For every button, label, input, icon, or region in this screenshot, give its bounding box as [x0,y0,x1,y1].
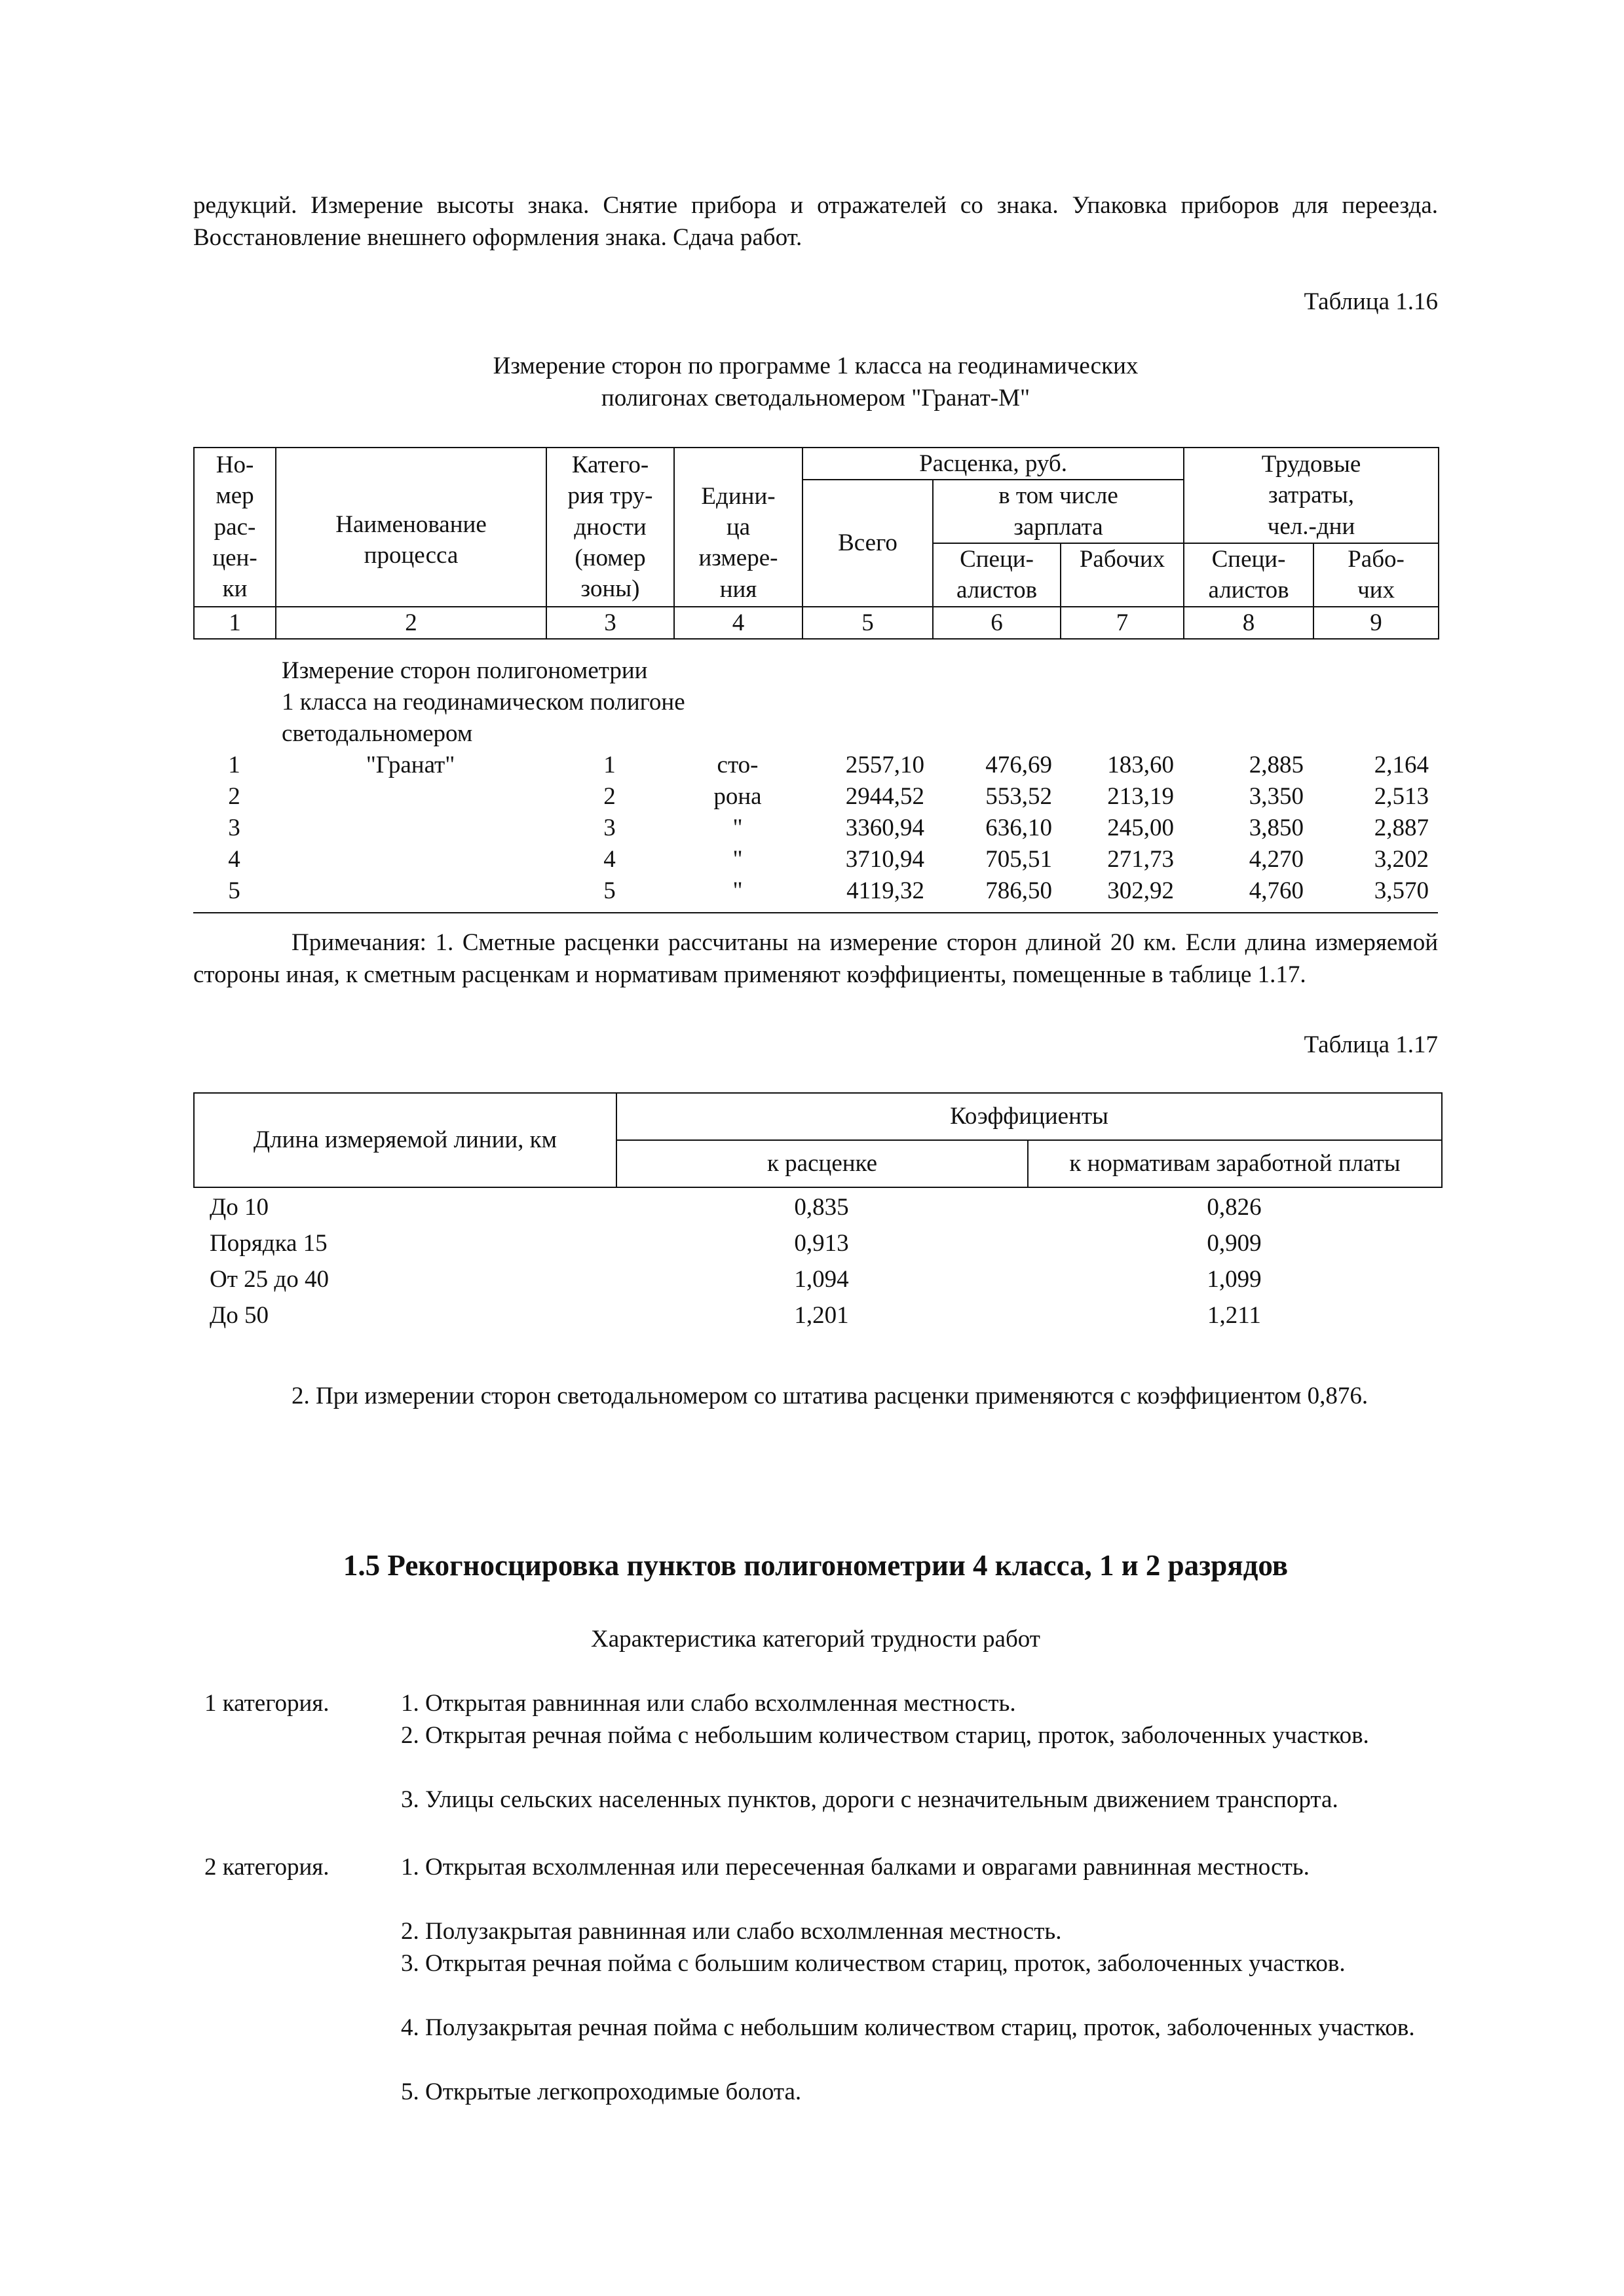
intro-paragraph: редукций. Измерение высоты знака. Снятие прибора и отражателей со знака. Упаковка приборов для переезда. Восстановление внешнего оформления знака. Сдача работ. [193,192,1438,251]
table-116-cell-num: 2 [228,783,240,810]
category-2-item: 5. Открытые легкопроходимые болота. [401,2078,802,2105]
col-number: 4 [674,607,803,639]
table-117-cell-norm: 1,211 [1207,1302,1261,1329]
col-number: 7 [1061,607,1184,639]
table-117-cell-norm: 0,826 [1207,1194,1262,1221]
table-116-cell-total: 3360,94 [845,814,924,841]
table-117-label: Таблица 1.17 [1304,1031,1438,1058]
table-116-cell-num: 5 [228,877,240,904]
category-2-item: 3. Открытая речная пойма с большим количеством стариц, проток, заболоченных участков. [401,1950,1346,1977]
table-116-cell-spec: 553,52 [985,783,1052,810]
header-coef: Коэффициенты [616,1093,1442,1140]
table-116-title-line1: Измерение сторон по программе 1 класса на геодинамических [493,353,1139,379]
group-name-line: светодальномером [282,720,473,747]
col-number: 2 [276,607,546,639]
header-unit: Едини- ца измере- ния [674,448,803,607]
header-labor: Трудовые затраты, чел.-дни [1184,448,1439,543]
table-116-bottom-rule [193,912,1438,913]
table-116-cell-lspec: 3,850 [1249,814,1304,841]
header-length: Длина измеряемой линии, км [194,1093,616,1187]
header-total: Всего [803,480,933,606]
section-heading: 1.5 Рекогносцировка пунктов полигонометрии 4 класса, 1 и 2 разрядов [343,1549,1289,1582]
table-116-cell-lwork: 2,513 [1374,783,1429,810]
table-116-cell-lspec: 4,270 [1249,846,1304,873]
table-117-cell-norm: 0,909 [1207,1230,1262,1257]
table-116-cell-num: 3 [228,814,240,841]
col-number: 9 [1313,607,1439,639]
table-116-cell-total: 3710,94 [845,846,924,873]
table-117-cell-length: До 10 [210,1194,269,1221]
category-1-label: 1 категория. [204,1690,330,1717]
table-116-cell-unit: " [732,877,743,904]
group-name [282,655,780,750]
table-116-title [193,351,1438,415]
table-117-cell-rate: 0,835 [794,1194,849,1221]
category-1-item: 3. Улицы сельских населенных пунктов, дороги с незначительным движением транспорта. [401,1786,1338,1813]
header-labor-workers: Рабо- чих [1313,543,1439,607]
table-117-cell-rate: 0,913 [794,1230,849,1257]
category-2-item: 2. Полузакрытая равнинная или слабо всхолмленная местность. [401,1918,1062,1945]
table-116-cell-spec: 705,51 [985,846,1052,873]
category-2-item: 1. Открытая всхолмленная или пересеченная балками и оврагами равнинная местность. [401,1854,1310,1881]
col-number: 6 [933,607,1061,639]
header-labor-spec: Специ- алистов [1184,543,1313,607]
col-number: 3 [546,607,674,639]
table-116-cell-cat: 1 [603,752,616,778]
note-1: Примечания: 1. Сметные расценки рассчитаны на измерение сторон длиной 20 км. Если длина измеряемой стороны иная, к сметным расценкам и нормативам применяют коэффициенты, помещенные в таблице 1.17. [193,929,1438,988]
table-117-cell-norm: 1,099 [1207,1266,1262,1293]
table-116-cell-workers: 245,00 [1107,814,1174,841]
table-116-title-line2: полигонах светодальномером "Гранат-М" [601,384,1030,411]
table-116-cell-lspec: 4,760 [1249,877,1304,904]
header-incl-wage: в том числе зарплата [933,480,1184,543]
table-116-cell-total: 4119,32 [846,877,924,904]
table-116-cell-workers: 213,19 [1107,783,1174,810]
table-116-cell-spec: 786,50 [985,877,1052,904]
table-117-cell-length: От 25 до 40 [210,1266,329,1293]
table-116-cell-lwork: 2,164 [1374,752,1429,778]
table-116-cell-num: 1 [228,752,240,778]
column-numbers-row [194,607,1439,639]
category-1-item: 1. Открытая равнинная или слабо всхолмленная местность. [401,1690,1016,1717]
table-116-cell-unit: сто- [717,752,759,778]
table-116-cell-total: 2944,52 [845,783,924,810]
table-116-cell-lwork: 3,202 [1374,846,1429,873]
table-116-cell-num: 4 [228,846,240,873]
header-category: Катего- рия тру- дности (номер зоны) [546,448,674,607]
table-116-cell-lwork: 3,570 [1374,877,1429,904]
table-116-cell-lspec: 3,350 [1249,783,1304,810]
category-1-item: 2. Открытая речная пойма с небольшим количеством стариц, проток, заболоченных участков. [401,1722,1369,1749]
table-116-cell-workers: 271,73 [1107,846,1174,873]
table-116-cell-workers: 183,60 [1107,752,1174,778]
table-117-cell-length: До 50 [210,1302,269,1329]
table-116-header [193,447,1439,640]
table-116-cell-cat: 5 [603,877,616,904]
table-116-cell-workers: 302,92 [1107,877,1174,904]
category-2-label: 2 категория. [204,1854,330,1881]
col-number: 8 [1184,607,1313,639]
table-117-cell-rate: 1,201 [794,1302,849,1329]
table-116-label: Таблица 1.16 [1304,288,1438,315]
table-116-cell-lwork: 2,887 [1374,814,1429,841]
table-117-cell-length: Порядка 15 [210,1230,328,1257]
header-spec: Специ- алистов [933,543,1061,607]
table-116-cell-unit: рона [713,783,762,810]
table-116-cell-unit: " [732,814,743,841]
table-116-cell-cat: 2 [603,783,616,810]
table-117-cell-rate: 1,094 [794,1266,849,1293]
group-name-line: 1 класса на геодинамическом полигоне [282,689,685,716]
table-116-cell-cat: 4 [603,846,616,873]
table-116-cell-spec: 476,69 [985,752,1052,778]
col-number: 1 [194,607,276,639]
table-117-header [193,1092,1443,1188]
group-name-last: "Гранат" [366,752,455,778]
header-norm-coef: к нормативам заработной платы [1028,1140,1442,1187]
header-rate-coef: к расценке [616,1140,1028,1187]
header-rate: Расценка, руб. [803,448,1184,480]
header-name: Наименование процесса [276,448,546,607]
header-num: Но- мер рас- цен- ки [194,448,276,607]
table-116-cell-cat: 3 [603,814,616,841]
group-name-line: Измерение сторон полигонометрии [282,657,648,684]
section-subheading: Характеристика категорий трудности работ [591,1626,1040,1653]
table-116-cell-total: 2557,10 [845,752,924,778]
table-116-cell-spec: 636,10 [985,814,1052,841]
table-116-cell-unit: " [732,846,743,873]
note-2: 2. При измерении сторон светодальномером со штатива расценки применяются с коэффициентом 0,876. [292,1383,1369,1409]
header-workers: Рабочих [1061,543,1184,607]
table-116-cell-lspec: 2,885 [1249,752,1304,778]
col-number: 5 [803,607,933,639]
category-2-item: 4. Полузакрытая речная пойма с небольшим количеством стариц, проток, заболоченных участков. [401,2014,1415,2041]
